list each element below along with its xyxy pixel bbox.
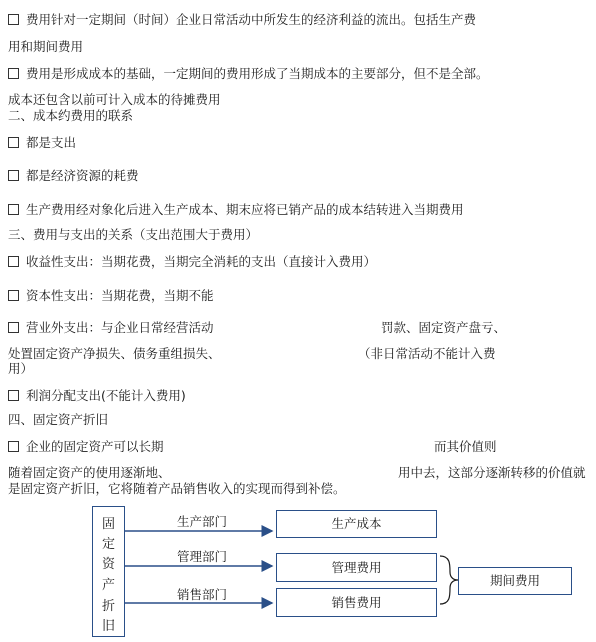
- text-line: 处置固定资产净损失、债务重组损失、: [8, 346, 221, 361]
- source-char: 固: [101, 517, 115, 532]
- section-heading: 四、固定资产折旧: [8, 412, 109, 427]
- text-line: 营业外支出：与企业日常经营活动: [8, 320, 214, 335]
- text-line: 随着固定资产的使用逐渐地、: [8, 465, 171, 480]
- brace-icon: [440, 556, 458, 604]
- text-line: 用和期间费用: [8, 39, 84, 54]
- source-char: 旧: [101, 619, 115, 634]
- text-line: 都是经济资源的耗费: [8, 168, 139, 183]
- text-line: 企业的固定资产可以长期: [8, 439, 164, 454]
- source-char: 资: [101, 557, 115, 572]
- text-fragment: 而其价值则: [434, 439, 497, 454]
- text-line: 资本性支出：当期花费，当期不能: [8, 288, 214, 303]
- source-box-fixed-asset-depreciation: [92, 506, 125, 637]
- text-fragment: 用中去，这部分逐渐转移的价值就: [398, 465, 586, 480]
- text-line: 是固定资产折旧，它将随着产品销售收入的实现而得到补偿。: [8, 481, 346, 496]
- edge-label-sales: 销售部门: [176, 587, 227, 602]
- text-line: 用）: [8, 361, 34, 376]
- source-char: 产: [101, 578, 115, 593]
- text-line: 费用是形成成本的基础，一定期间的费用形成了当期成本的主要部分，但不是全部。: [8, 66, 489, 81]
- section-heading: 二、成本约费用的联系: [8, 108, 134, 123]
- source-char: 折: [101, 599, 115, 614]
- text-fragment: （非日常活动不能计入费: [358, 346, 496, 361]
- section-heading: 三、费用与支出的关系（支出范围大于费用）: [8, 227, 259, 242]
- edge-label-management: 管理部门: [176, 549, 227, 564]
- target-box-management-expense: 管理费用: [276, 553, 437, 582]
- text-fragment: 罚款、固定资产盘亏、: [381, 320, 507, 335]
- text-line: 成本还包含以前可计入成本的待摊费用: [8, 92, 221, 107]
- source-char: 定: [101, 537, 115, 552]
- group-box-period-expense: 期间费用: [458, 567, 572, 595]
- text-line: 利润分配支出(不能计入费用): [8, 388, 186, 403]
- target-box-sales-expense: 销售费用: [276, 588, 437, 617]
- text-line: 都是支出: [8, 135, 76, 150]
- edge-label-production: 生产部门: [176, 514, 227, 529]
- text-line: 费用针对一定期间（时间）企业日常活动中所发生的经济利益的流出。包括生产费: [8, 12, 476, 27]
- text-line: 生产费用经对象化后进入生产成本、期末应将已销产品的成本结转进入当期费用: [8, 202, 464, 217]
- target-box-production-cost: 生产成本: [276, 510, 437, 538]
- text-line: 收益性支出：当期花费，当期完全消耗的支出（直接计入费用）: [8, 254, 376, 269]
